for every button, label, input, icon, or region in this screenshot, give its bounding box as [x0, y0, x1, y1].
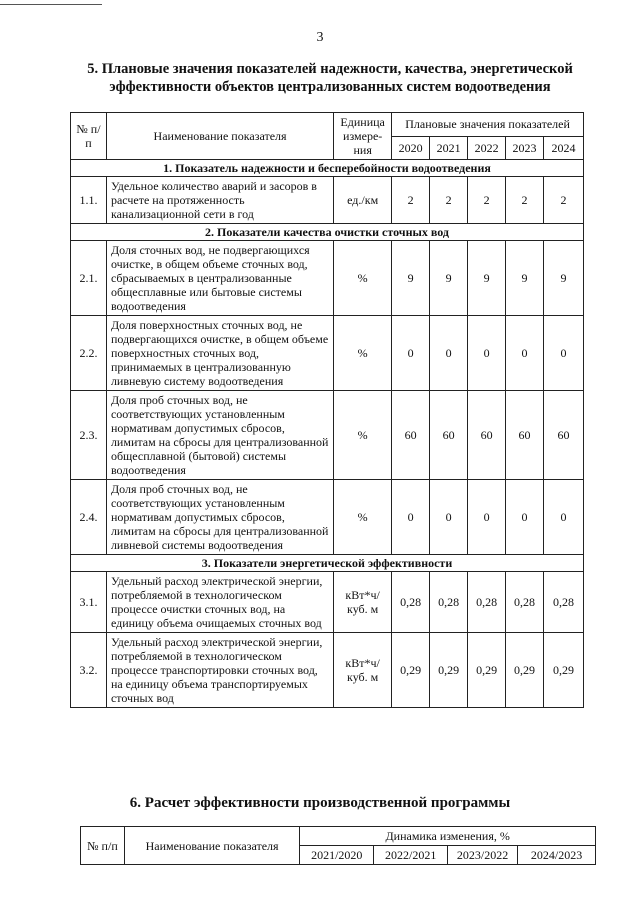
- table-row: [71, 177, 584, 224]
- section-6-title: 6. Расчет эффективности производственной программы: [129, 795, 511, 811]
- top-rule: [0, 4, 102, 5]
- section-heading: 3. Показатели энергетической эффективности: [71, 555, 584, 572]
- table-row: [71, 633, 584, 708]
- value-cell: 2: [430, 177, 468, 224]
- value-cell: 0,28: [506, 572, 544, 633]
- table-row: [71, 316, 584, 391]
- row-number: 2.3.: [71, 391, 107, 480]
- value-cell: 9: [392, 241, 430, 316]
- value-cell: 0,28: [468, 572, 506, 633]
- indicator-name: Доля сточных вод, не подвергающихся очистке, в общем объеме сточных вод, сбрасываемых в централизованные общесплавные или бытовые системы водоотведения: [106, 241, 333, 316]
- period-header: 2022/2021: [374, 846, 448, 865]
- table-row: [71, 391, 584, 480]
- year-header: 2022: [468, 136, 506, 160]
- indicator-name: Доля поверхностных сточных вод, не подвергающихся очистке, в общем объеме поверхностных сточных вод, принимаемых в централизованную ливневую систему водоотведения: [106, 316, 333, 391]
- indicator-name: Доля проб сточных вод, не соответствующих установленным нормативам допустимых сбросов, лимитам на сбросы для централизованной общесплавной (бытовой) системы водоотведения: [106, 391, 333, 480]
- value-cell: 0: [430, 316, 468, 391]
- col-num-header: № п/п: [71, 113, 107, 160]
- row-number: 1.1.: [71, 177, 107, 224]
- value-cell: 60: [544, 391, 584, 480]
- value-cell: 0: [544, 316, 584, 391]
- row-number: 2.4.: [71, 480, 107, 555]
- plan-values-table: [70, 112, 584, 708]
- unit-cell: %: [334, 316, 392, 391]
- col-plan-header: Плановые значения показателей: [392, 113, 584, 137]
- value-cell: 0: [544, 480, 584, 555]
- value-cell: 0,28: [392, 572, 430, 633]
- unit-cell: ед./км: [334, 177, 392, 224]
- unit-cell: %: [334, 391, 392, 480]
- value-cell: 2: [468, 177, 506, 224]
- t2-name-header: Наименование показателя: [124, 827, 299, 865]
- indicator-name: Удельный расход электрической энергии, потребляемой в технологическом процессе очистки сточных вод, на единицу объема очищаемых сточных вод: [106, 572, 333, 633]
- value-cell: 0,29: [468, 633, 506, 708]
- value-cell: 9: [430, 241, 468, 316]
- value-cell: 60: [506, 391, 544, 480]
- period-header: 2021/2020: [300, 846, 374, 865]
- t2-dynamics-header: Динамика изменения, %: [300, 827, 596, 846]
- row-number: 3.1.: [71, 572, 107, 633]
- t2-num-header: № п/п: [81, 827, 125, 865]
- page-number: 3: [316, 30, 324, 45]
- value-cell: 0: [392, 316, 430, 391]
- table-row: [71, 241, 584, 316]
- period-header: 2023/2022: [448, 846, 518, 865]
- year-header: 2021: [430, 136, 468, 160]
- value-cell: 9: [506, 241, 544, 316]
- value-cell: 0,29: [544, 633, 584, 708]
- value-cell: 60: [468, 391, 506, 480]
- value-cell: 2: [392, 177, 430, 224]
- unit-cell: кВт*ч/ куб. м: [334, 572, 392, 633]
- unit-cell: %: [334, 480, 392, 555]
- col-name-header: Наименование показателя: [106, 113, 333, 160]
- efficiency-table: [80, 826, 596, 865]
- value-cell: 0,29: [392, 633, 430, 708]
- unit-cell: кВт*ч/ куб. м: [334, 633, 392, 708]
- unit-cell: %: [334, 241, 392, 316]
- row-number: 3.2.: [71, 633, 107, 708]
- value-cell: 9: [468, 241, 506, 316]
- section-5-title: 5. Плановые значения показателей надежности, качества, энергетической эффективности объектов централизованных систем водоотведения: [87, 61, 573, 95]
- table-row: [71, 480, 584, 555]
- table-row: [71, 572, 584, 633]
- value-cell: 0: [506, 480, 544, 555]
- value-cell: 0: [392, 480, 430, 555]
- value-cell: 2: [506, 177, 544, 224]
- year-header: 2023: [506, 136, 544, 160]
- indicator-name: Доля проб сточных вод, не соответствующих установленным нормативам допустимых сбросов, лимитам на сбросы для централизованной ливневой системы водоотведения: [106, 480, 333, 555]
- value-cell: 0,28: [430, 572, 468, 633]
- row-number: 2.2.: [71, 316, 107, 391]
- year-header: 2020: [392, 136, 430, 160]
- period-header: 2024/2023: [518, 846, 596, 865]
- indicator-name: Удельное количество аварий и засоров в расчете на протяженность канализационной сети в год: [106, 177, 333, 224]
- section-heading: 1. Показатель надежности и бесперебойности водоотведения: [71, 160, 584, 177]
- value-cell: 0,29: [430, 633, 468, 708]
- col-unit-header: Единица измере-ния: [334, 113, 392, 160]
- value-cell: 0: [430, 480, 468, 555]
- value-cell: 2: [544, 177, 584, 224]
- value-cell: 0: [468, 316, 506, 391]
- value-cell: 60: [392, 391, 430, 480]
- value-cell: 0,29: [506, 633, 544, 708]
- section-heading: 2. Показатели качества очистки сточных вод: [71, 224, 584, 241]
- row-number: 2.1.: [71, 241, 107, 316]
- year-header: 2024: [544, 136, 584, 160]
- value-cell: 0: [468, 480, 506, 555]
- indicator-name: Удельный расход электрической энергии, потребляемой в технологическом процессе транспортировки сточных вод, на единицу объема транспортируемых сточных вод: [106, 633, 333, 708]
- value-cell: 0,28: [544, 572, 584, 633]
- value-cell: 60: [430, 391, 468, 480]
- value-cell: 9: [544, 241, 584, 316]
- value-cell: 0: [506, 316, 544, 391]
